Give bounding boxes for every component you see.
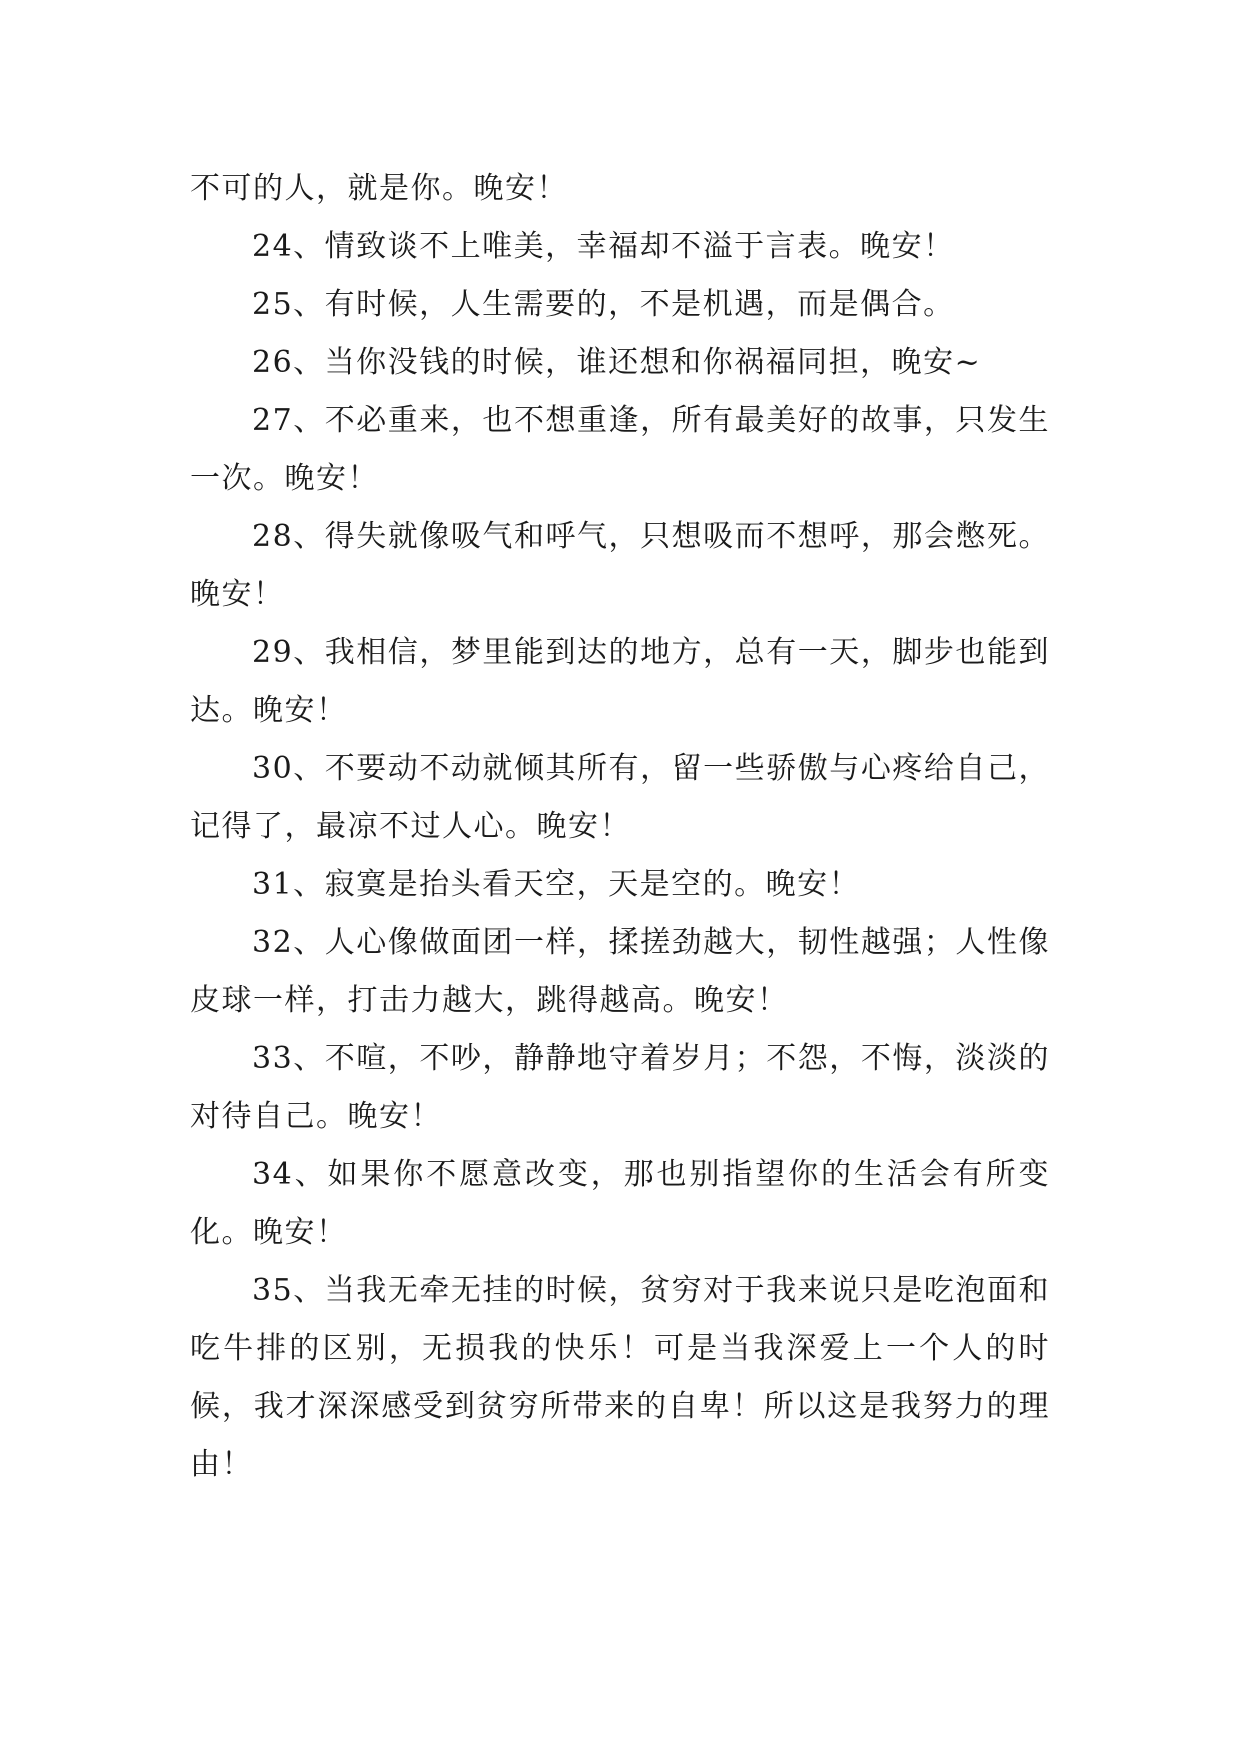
paragraph-continuation: 不可的人，就是你。晚安！: [190, 171, 568, 206]
paragraph-item-33: 33、不喧，不吵，静静地守着岁月；不怨，不悔，淡淡的对待自己。晚安！: [190, 1041, 1050, 1134]
paragraph-item-31: 31、寂寞是抬头看天空，天是空的。晚安！: [252, 867, 861, 902]
paragraph-item-34: 34、如果你不愿意改变，那也别指望你的生活会有所变化。晚安！: [190, 1157, 1050, 1250]
paragraph-item-24: 24、情致谈不上唯美，幸福却不溢于言表。晚安！: [252, 229, 955, 264]
document-body: [190, 160, 1050, 1494]
paragraph-item-26: 26、当你没钱的时候，谁还想和你祸福同担，晚安~: [252, 345, 982, 380]
paragraph-item-28: 28、得失就像吸气和呼气，只想吸而不想呼，那会憋死。晚安！: [190, 519, 1050, 612]
paragraph-item-25: 25、有时候，人生需要的，不是机遇，而是偶合。: [252, 287, 955, 322]
paragraph-item-32: 32、人心像做面团一样，揉搓劲越大，韧性越强；人性像皮球一样，打击力越大，跳得越高。晚安！: [190, 925, 1050, 1018]
paragraph-item-27: 27、不必重来，也不想重逢，所有最美好的故事，只发生一次。晚安！: [190, 403, 1050, 496]
paragraph-item-30: 30、不要动不动就倾其所有，留一些骄傲与心疼给自己，记得了，最凉不过人心。晚安！: [190, 751, 1050, 844]
paragraph-item-29: 29、我相信，梦里能到达的地方，总有一天，脚步也能到达。晚安！: [190, 635, 1050, 728]
paragraph-item-35: 35、当我无牵无挂的时候，贫穷对于我来说只是吃泡面和吃牛排的区别，无损我的快乐！可是当我深爱上一个人的时候，我才深深感受到贫穷所带来的自卑！所以这是我努力的理由！: [190, 1273, 1050, 1482]
